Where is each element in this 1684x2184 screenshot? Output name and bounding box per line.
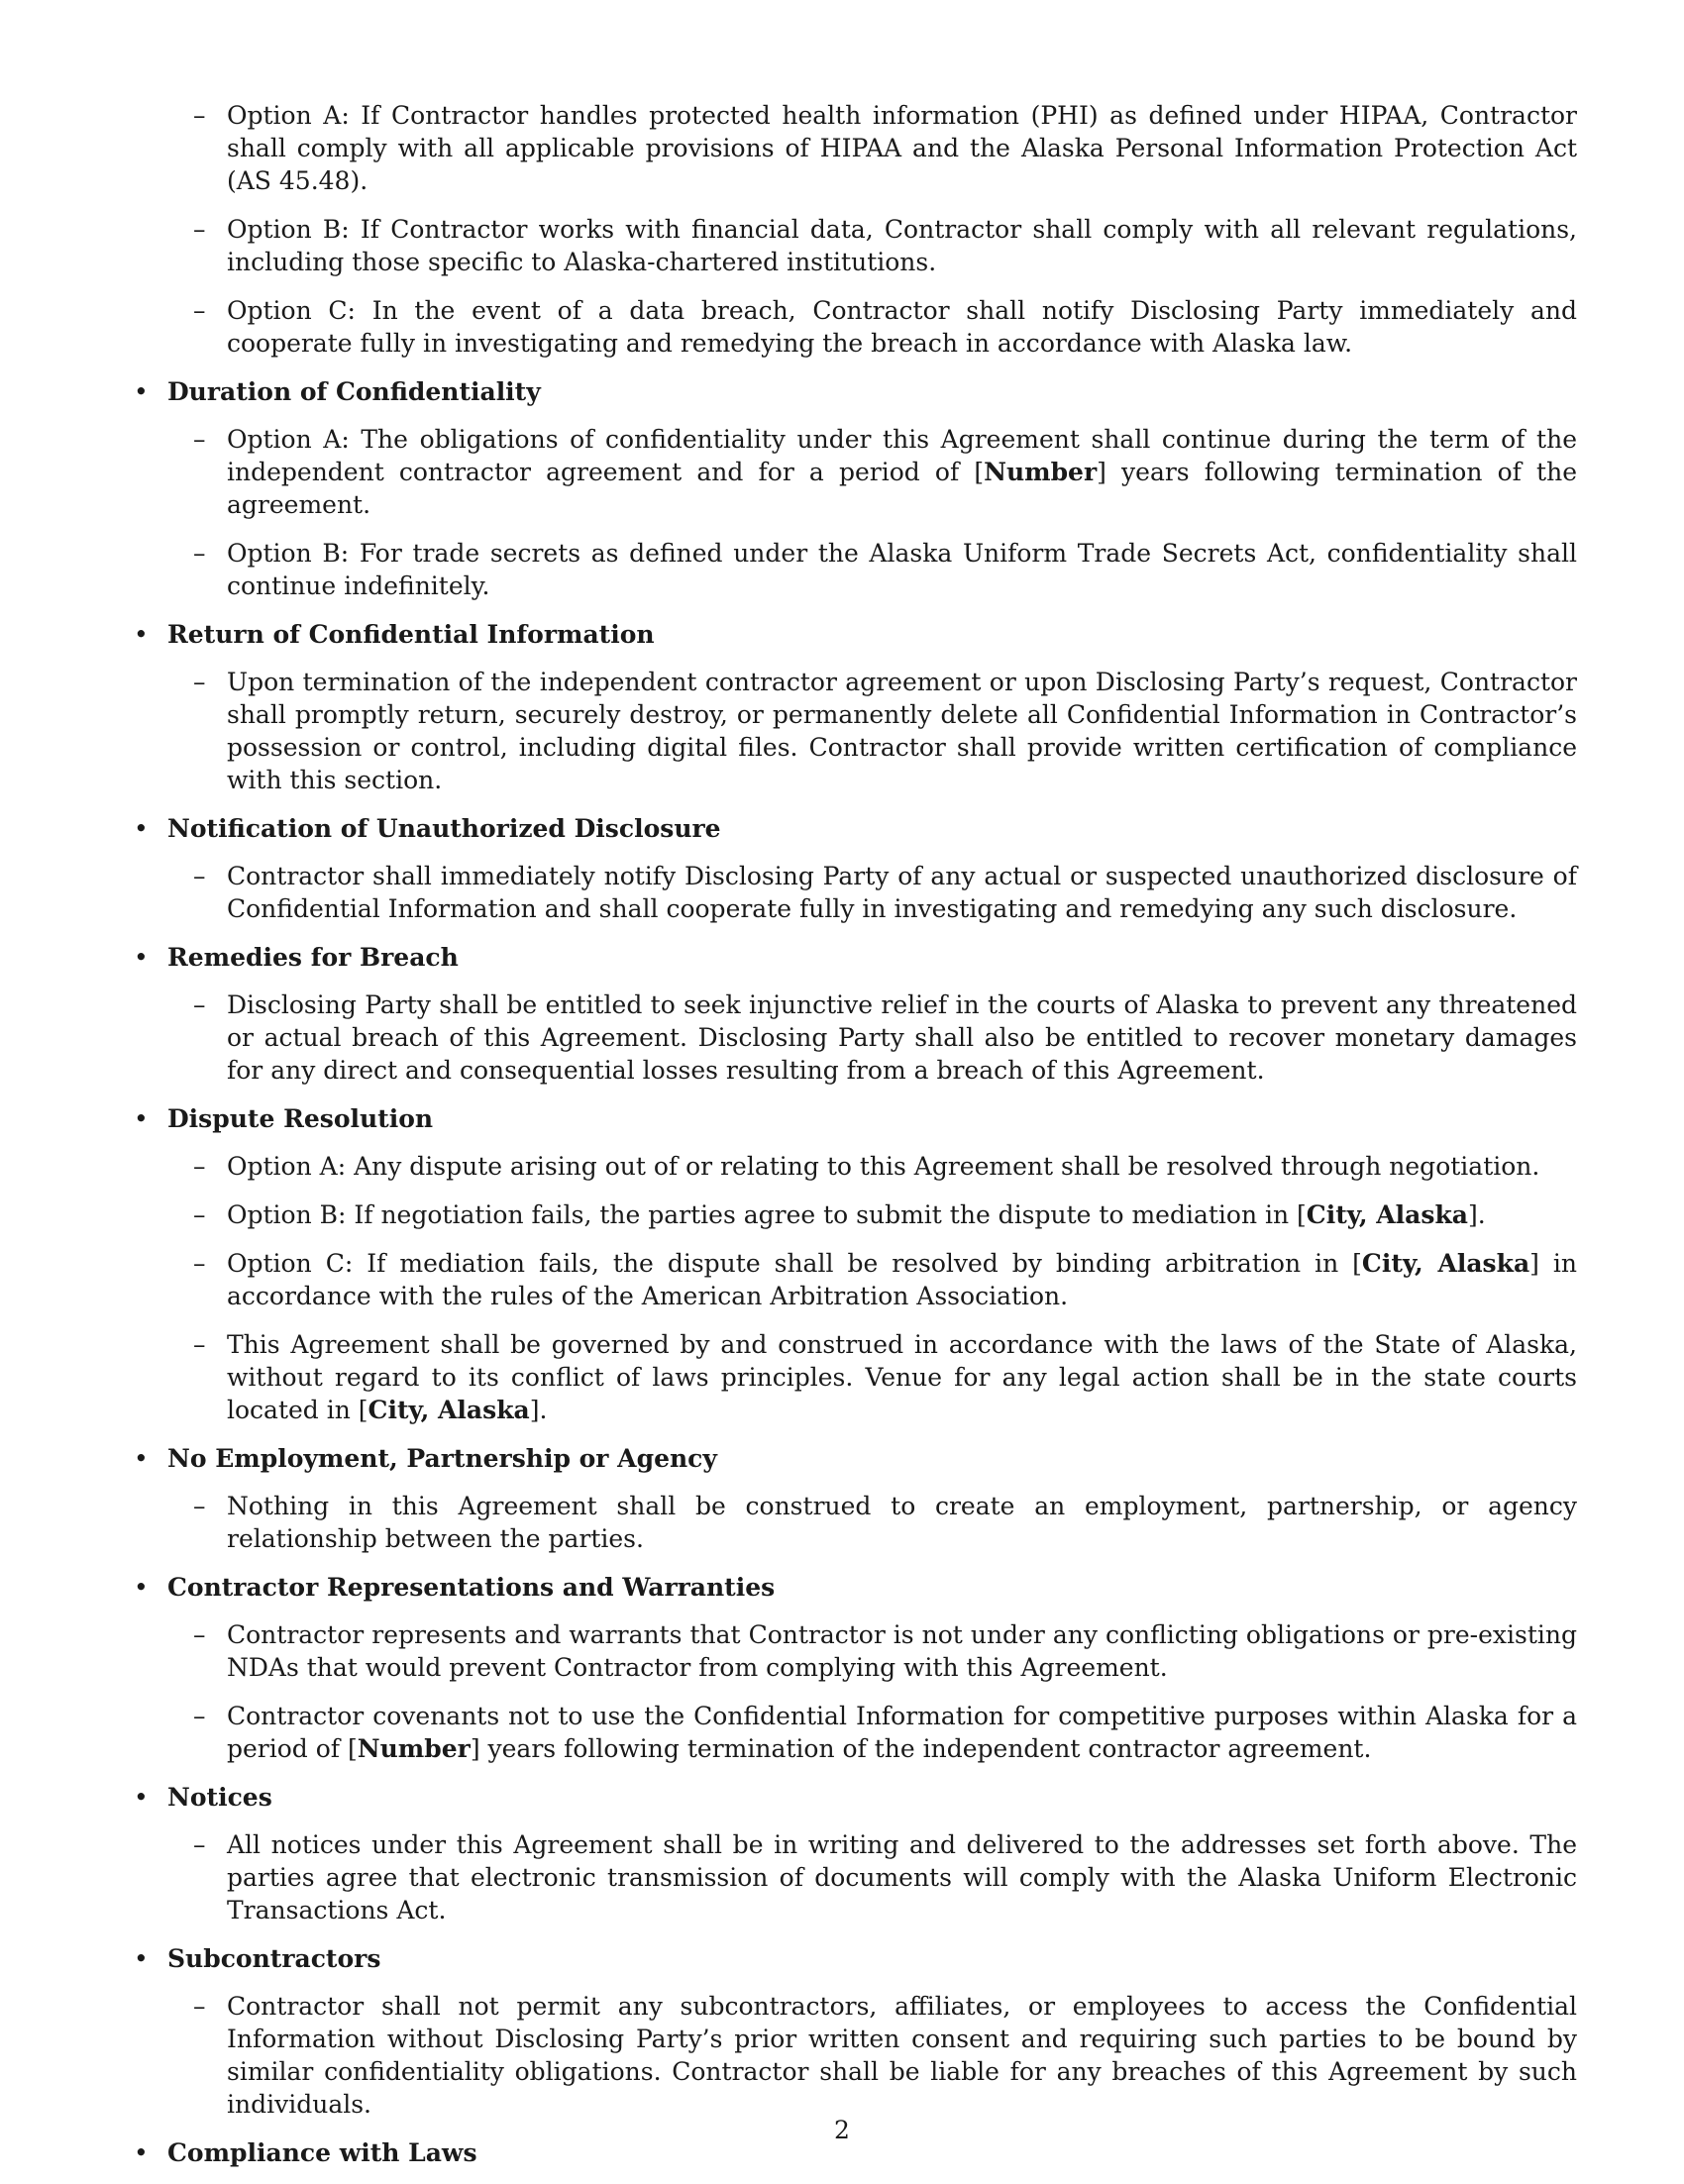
list-item-text: Contractor shall not permit any subcontractors, affiliates, or employees to access the Confidential Information without Disclosing Party’s prior written consent and requiring such parties to be bound by similar confidentiality obligations. Contractor shall be liable for any breaches of this Agreement by such individuals. [227, 1992, 1577, 2119]
list-item [133, 294, 1577, 360]
dash-icon: – [193, 215, 206, 244]
section-heading [133, 1781, 1577, 1814]
bullet-icon: • [134, 814, 149, 843]
section [133, 941, 1577, 1087]
section-heading [133, 1102, 1577, 1135]
dash-icon: – [193, 1702, 206, 1730]
dash-icon: – [193, 296, 206, 325]
list-item-text: Option B: For trade secrets as defined under the Alaska Uniform Trade Secrets Act, confidentiality shall continue indefinitely. [227, 539, 1577, 600]
list-item [133, 1490, 1577, 1555]
list-item [133, 1150, 1577, 1183]
placeholder-field: City, Alaska [1361, 1249, 1530, 1278]
section [133, 1571, 1577, 1765]
section [133, 1942, 1577, 2121]
bullet-icon: • [134, 2138, 149, 2167]
section-heading-text: Dispute Resolution [167, 1104, 434, 1133]
section-heading-text: No Employment, Partnership or Agency [167, 1444, 717, 1473]
list-item-text: ]. [529, 1396, 548, 1424]
list-item [133, 1328, 1577, 1426]
section-heading-text: Compliance with Laws [167, 2138, 477, 2167]
list-item-text: Contractor shall immediately notify Disclosing Party of any actual or suspected unauthorized disclosure of Confidential Information and shall cooperate fully in investigating and remedying any such disclosure. [227, 862, 1577, 923]
list-item [133, 988, 1577, 1087]
list-item [133, 666, 1577, 796]
list-item-text: Option A: Any dispute arising out of or relating to this Agreement shall be resolved through negotiation. [227, 1152, 1540, 1181]
section [133, 99, 1577, 360]
bullet-icon: • [134, 1573, 149, 1602]
list-item-text: All notices under this Agreement shall be in writing and delivered to the addresses set forth above. The parties agree that electronic transmission of documents will comply with the Alaska Uniform Electronic Transactions Act. [227, 1830, 1577, 1924]
list-item-text: ] in accordance with the rules of the American Arbitration Association. [227, 1249, 1578, 1310]
placeholder-field: Number [984, 458, 1098, 486]
section [133, 618, 1577, 796]
list-item-text: Contractor represents and warrants that Contractor is not under any conflicting obligations or pre-existing NDAs that would prevent Contractor from complying with this Agreement. [227, 1620, 1577, 1682]
section-heading-text: Contractor Representations and Warranties [167, 1573, 776, 1602]
dash-icon: – [193, 1249, 206, 1278]
dash-icon: – [193, 1152, 206, 1181]
list-item-text: ]. [1467, 1200, 1486, 1229]
list-item [133, 99, 1577, 197]
dash-icon: – [193, 101, 206, 130]
list-item-text: Option A: The obligations of confidentiality under this Agreement shall continue during the term of the independent contractor agreement and for a period of [ [227, 425, 1577, 486]
dash-icon: – [193, 1992, 206, 2021]
list-item-text: This Agreement shall be governed by and construed in accordance with the laws of the State of Alaska, without regard to its conflict of laws principles. Venue for any legal action shall be in the state courts located in [ [227, 1330, 1577, 1424]
dash-icon: – [193, 1830, 206, 1859]
list-item-text: Contractor covenants not to use the Confidential Information for competitive purposes within Alaska for a period of [ [227, 1702, 1577, 1763]
list-item [133, 537, 1577, 602]
list-item-text: Option A: If Contractor handles protected health information (PHI) as defined under HIPAA, Contractor shall comply with all applicable provisions of HIPAA and the Alaska Personal Information Protection Act (AS 45.48). [227, 101, 1577, 195]
list-item [133, 423, 1577, 521]
list-item-text: ] years following termination of the independent contractor agreement. [470, 1734, 1372, 1763]
section-heading [133, 375, 1577, 408]
list-item-text: Nothing in this Agreement shall be construed to create an employment, partnership, or agency relationship between the parties. [227, 1492, 1577, 1553]
dash-icon: – [193, 425, 206, 454]
section-heading [133, 1442, 1577, 1475]
list-item-text: Disclosing Party shall be entitled to seek injunctive relief in the courts of Alaska to prevent any threatened or actual breach of this Agreement. Disclosing Party shall also be entitled to recover monetary damages for any direct and consequential losses resulting from a breach of this Agreement. [227, 990, 1577, 1085]
section-heading-text: Notification of Unauthorized Disclosure [167, 814, 721, 843]
list-item-text: Option B: If negotiation fails, the parties agree to submit the dispute to mediation in [ [227, 1200, 1307, 1229]
list-item-text: Option B: If Contractor works with financial data, Contractor shall comply with all relevant regulations, including those specific to Alaska-chartered institutions. [227, 215, 1577, 276]
bullet-icon: • [134, 620, 149, 649]
section-heading-text: Return of Confidential Information [167, 620, 655, 649]
dash-icon: – [193, 1200, 206, 1229]
dash-icon: – [193, 668, 206, 696]
dash-icon: – [193, 990, 206, 1019]
page-number: 2 [834, 2116, 850, 2144]
section-heading-text: Notices [167, 1783, 272, 1812]
dash-icon: – [193, 1330, 206, 1359]
list-item [133, 1990, 1577, 2121]
placeholder-field: Number [357, 1734, 471, 1763]
list-item [133, 860, 1577, 925]
dash-icon: – [193, 539, 206, 568]
list-item-text: ] years following termination of the agreement. [227, 458, 1577, 519]
section [133, 1102, 1577, 1426]
section-heading [133, 1942, 1577, 1975]
section-heading-text: Remedies for Breach [167, 943, 459, 972]
list-item-text: Option C: If mediation fails, the dispute shall be resolved by binding arbitration in [ [227, 1249, 1362, 1278]
section [133, 812, 1577, 925]
placeholder-field: City, Alaska [368, 1396, 530, 1424]
bullet-icon: • [134, 377, 149, 406]
list-item-text: Option C: In the event of a data breach, Contractor shall notify Disclosing Party immediately and cooperate fully in investigating and remedying the breach in accordance with Alaska law. [227, 296, 1577, 358]
dash-icon: – [193, 1620, 206, 1649]
list-item [133, 1700, 1577, 1765]
section-heading-text: Duration of Confidentiality [167, 377, 541, 406]
dash-icon: – [193, 1492, 206, 1520]
bullet-icon: • [134, 1104, 149, 1133]
section-heading [133, 941, 1577, 974]
section-heading [133, 1571, 1577, 1604]
section [133, 1442, 1577, 1555]
list-item [133, 1618, 1577, 1684]
list-item [133, 1828, 1577, 1926]
section [133, 1781, 1577, 1926]
bullet-icon: • [134, 1444, 149, 1473]
section-heading-text: Subcontractors [167, 1944, 381, 1973]
list-item [133, 213, 1577, 278]
list-item [133, 1247, 1577, 1312]
section-heading [133, 812, 1577, 845]
section-heading [133, 618, 1577, 651]
bullet-icon: • [134, 1944, 149, 1973]
section [133, 375, 1577, 602]
list-item [133, 1198, 1577, 1231]
bullet-icon: • [134, 1783, 149, 1812]
list-item-text: Upon termination of the independent contractor agreement or upon Disclosing Party’s request, Contractor shall promptly return, securely destroy, or permanently delete all Confidential Information in Contractor’s possession or control, including digital files. Contractor shall provide written certification of compliance with this section. [227, 668, 1577, 794]
dash-icon: – [193, 862, 206, 890]
placeholder-field: City, Alaska [1306, 1200, 1468, 1229]
bullet-icon: • [134, 943, 149, 972]
document-body [133, 99, 1577, 2184]
